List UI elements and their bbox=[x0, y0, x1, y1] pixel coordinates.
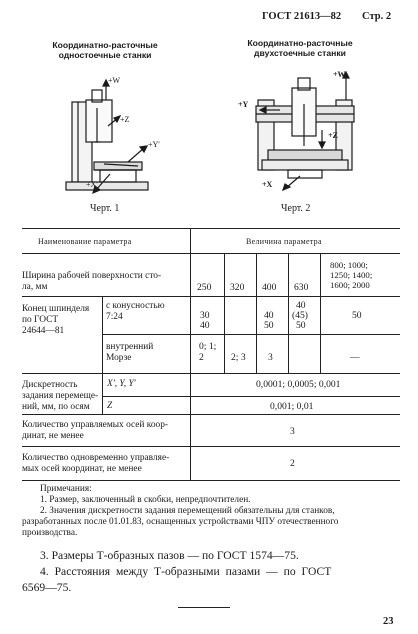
row1-value-5-line3: 1600; 2000 bbox=[330, 280, 370, 290]
row4-name-line1: Количество управляемых осей коор- bbox=[22, 420, 169, 430]
row1-value-4: 630 bbox=[294, 282, 309, 293]
page-number: 23 bbox=[383, 616, 394, 627]
row1-name-line1: Ширина рабочей поверхности сто- bbox=[22, 271, 162, 281]
figure-2-drawing bbox=[248, 64, 368, 192]
figure-2-caption bbox=[225, 38, 375, 58]
row2-sub1-v2b: 50 bbox=[264, 320, 274, 331]
figure-2-caption-line2: двухстоечные станки bbox=[254, 48, 346, 58]
row1-name-line2: ла, мм bbox=[22, 282, 48, 292]
row2-sub2-line1: внутренний bbox=[106, 342, 154, 352]
row5-value: 2 bbox=[290, 458, 295, 469]
row2-name-line1: Конец шпинделя bbox=[22, 304, 90, 314]
fig1-axis-y: +Y' bbox=[148, 140, 160, 149]
row2-sub1-v1a: 30 bbox=[200, 310, 210, 321]
clause-3: 3. Размеры Т-образных пазов — по ГОСТ 1574—75. bbox=[40, 549, 299, 562]
figure-1-caption-line1: Координатно-расточные bbox=[52, 40, 158, 50]
row2-sub2-v3: 3 bbox=[268, 352, 273, 363]
note-2-line3: производства. bbox=[22, 528, 78, 538]
standard-number: ГОСТ 21613—82 bbox=[262, 11, 342, 22]
row3-value2: 0,001; 0,01 bbox=[270, 401, 314, 412]
note-2-line2: разработанных после 01.01.83, оснащенных устройствами ЧПУ отечественного bbox=[22, 517, 339, 527]
row3-name-line3: ний, мм, по осям bbox=[22, 402, 90, 412]
figure-2-caption-line1: Координатно-расточные bbox=[247, 38, 353, 48]
row3-name-line1: Дискретность bbox=[22, 380, 78, 390]
fig2-axis-x: +X bbox=[262, 180, 273, 189]
fig2-axis-w: +W bbox=[333, 70, 346, 79]
col-header-value: Величина параметра bbox=[246, 237, 322, 246]
figure-1-label: Черт. 1 bbox=[90, 203, 120, 214]
row2-sub1-line2: 7:24 bbox=[106, 312, 123, 322]
row2-sub1-v3c: 50 bbox=[296, 320, 306, 331]
row1-value-5-line1: 800; 1000; bbox=[330, 260, 368, 270]
figure-2-label: Черт. 2 bbox=[281, 203, 311, 214]
row2-name-line3: 24644—81 bbox=[22, 326, 65, 336]
fig1-axis-w: +W bbox=[108, 76, 121, 85]
figure-1-caption-line2: одностоечные станки bbox=[58, 50, 152, 60]
notes-title: Примечания: bbox=[40, 484, 92, 494]
row3-value1: 0,0001; 0,0005; 0,001 bbox=[256, 379, 341, 390]
page-label: Стр. 2 bbox=[362, 11, 392, 22]
row1-value-2: 320 bbox=[230, 282, 245, 293]
fig2-axis-y: +Y bbox=[238, 100, 249, 109]
row5-name-line1: Количество одновременно управляе- bbox=[22, 453, 170, 463]
row2-sub2-v2: 2; 3 bbox=[231, 352, 246, 363]
row2-sub2-v1b: 2 bbox=[199, 352, 204, 363]
row5-name-line2: мых осей координат, не менее bbox=[22, 464, 142, 474]
note-1: 1. Размер, заключенный в скобки, непредпочтителен. bbox=[40, 495, 251, 505]
row3-axis2: Z bbox=[107, 401, 113, 411]
col-header-parameter: Наименование параметра bbox=[38, 237, 132, 246]
figure-1-drawing bbox=[58, 78, 178, 196]
row2-sub1-v3b: (45) bbox=[292, 310, 308, 321]
row2-name-line2: по ГОСТ bbox=[22, 315, 59, 325]
clause-4-line1: 4. Расстояния между Т-образными пазами — по ГОСТ bbox=[40, 565, 332, 578]
row3-axis1: X', Y, Y' bbox=[107, 379, 136, 389]
figure-1-caption bbox=[30, 40, 180, 60]
fig1-axis-z: +Z bbox=[120, 115, 130, 124]
row1-value-1: 250 bbox=[197, 282, 212, 293]
row2-sub2-line2: Морзе bbox=[106, 353, 132, 363]
row2-sub2-v4: — bbox=[350, 352, 360, 363]
row2-sub1-v1b: 40 bbox=[200, 320, 210, 331]
row2-sub1-line1: с конусностью bbox=[106, 301, 165, 311]
row1-value-3: 400 bbox=[262, 282, 277, 293]
row3-name-line2: задания перемеще- bbox=[22, 391, 99, 401]
row2-sub1-v3a: 40 bbox=[296, 300, 306, 311]
footer-rule bbox=[178, 607, 230, 608]
row1-value-5-line2: 1250; 1400; bbox=[330, 270, 373, 280]
row4-name-line2: динат, не менее bbox=[22, 431, 84, 441]
fig2-axis-z: +Z bbox=[328, 131, 338, 140]
row2-sub2-v1a: 0; 1; bbox=[199, 341, 217, 352]
row4-value: 3 bbox=[290, 426, 295, 437]
row2-sub1-v4: 50 bbox=[352, 310, 362, 321]
note-2-line1: 2. Значения дискретности задания перемещений обязательны для станков, bbox=[40, 506, 335, 516]
row2-sub1-v2a: 40 bbox=[264, 310, 274, 321]
clause-4-line2: 6569—75. bbox=[22, 581, 72, 594]
fig1-axis-x: +X' bbox=[86, 180, 98, 189]
